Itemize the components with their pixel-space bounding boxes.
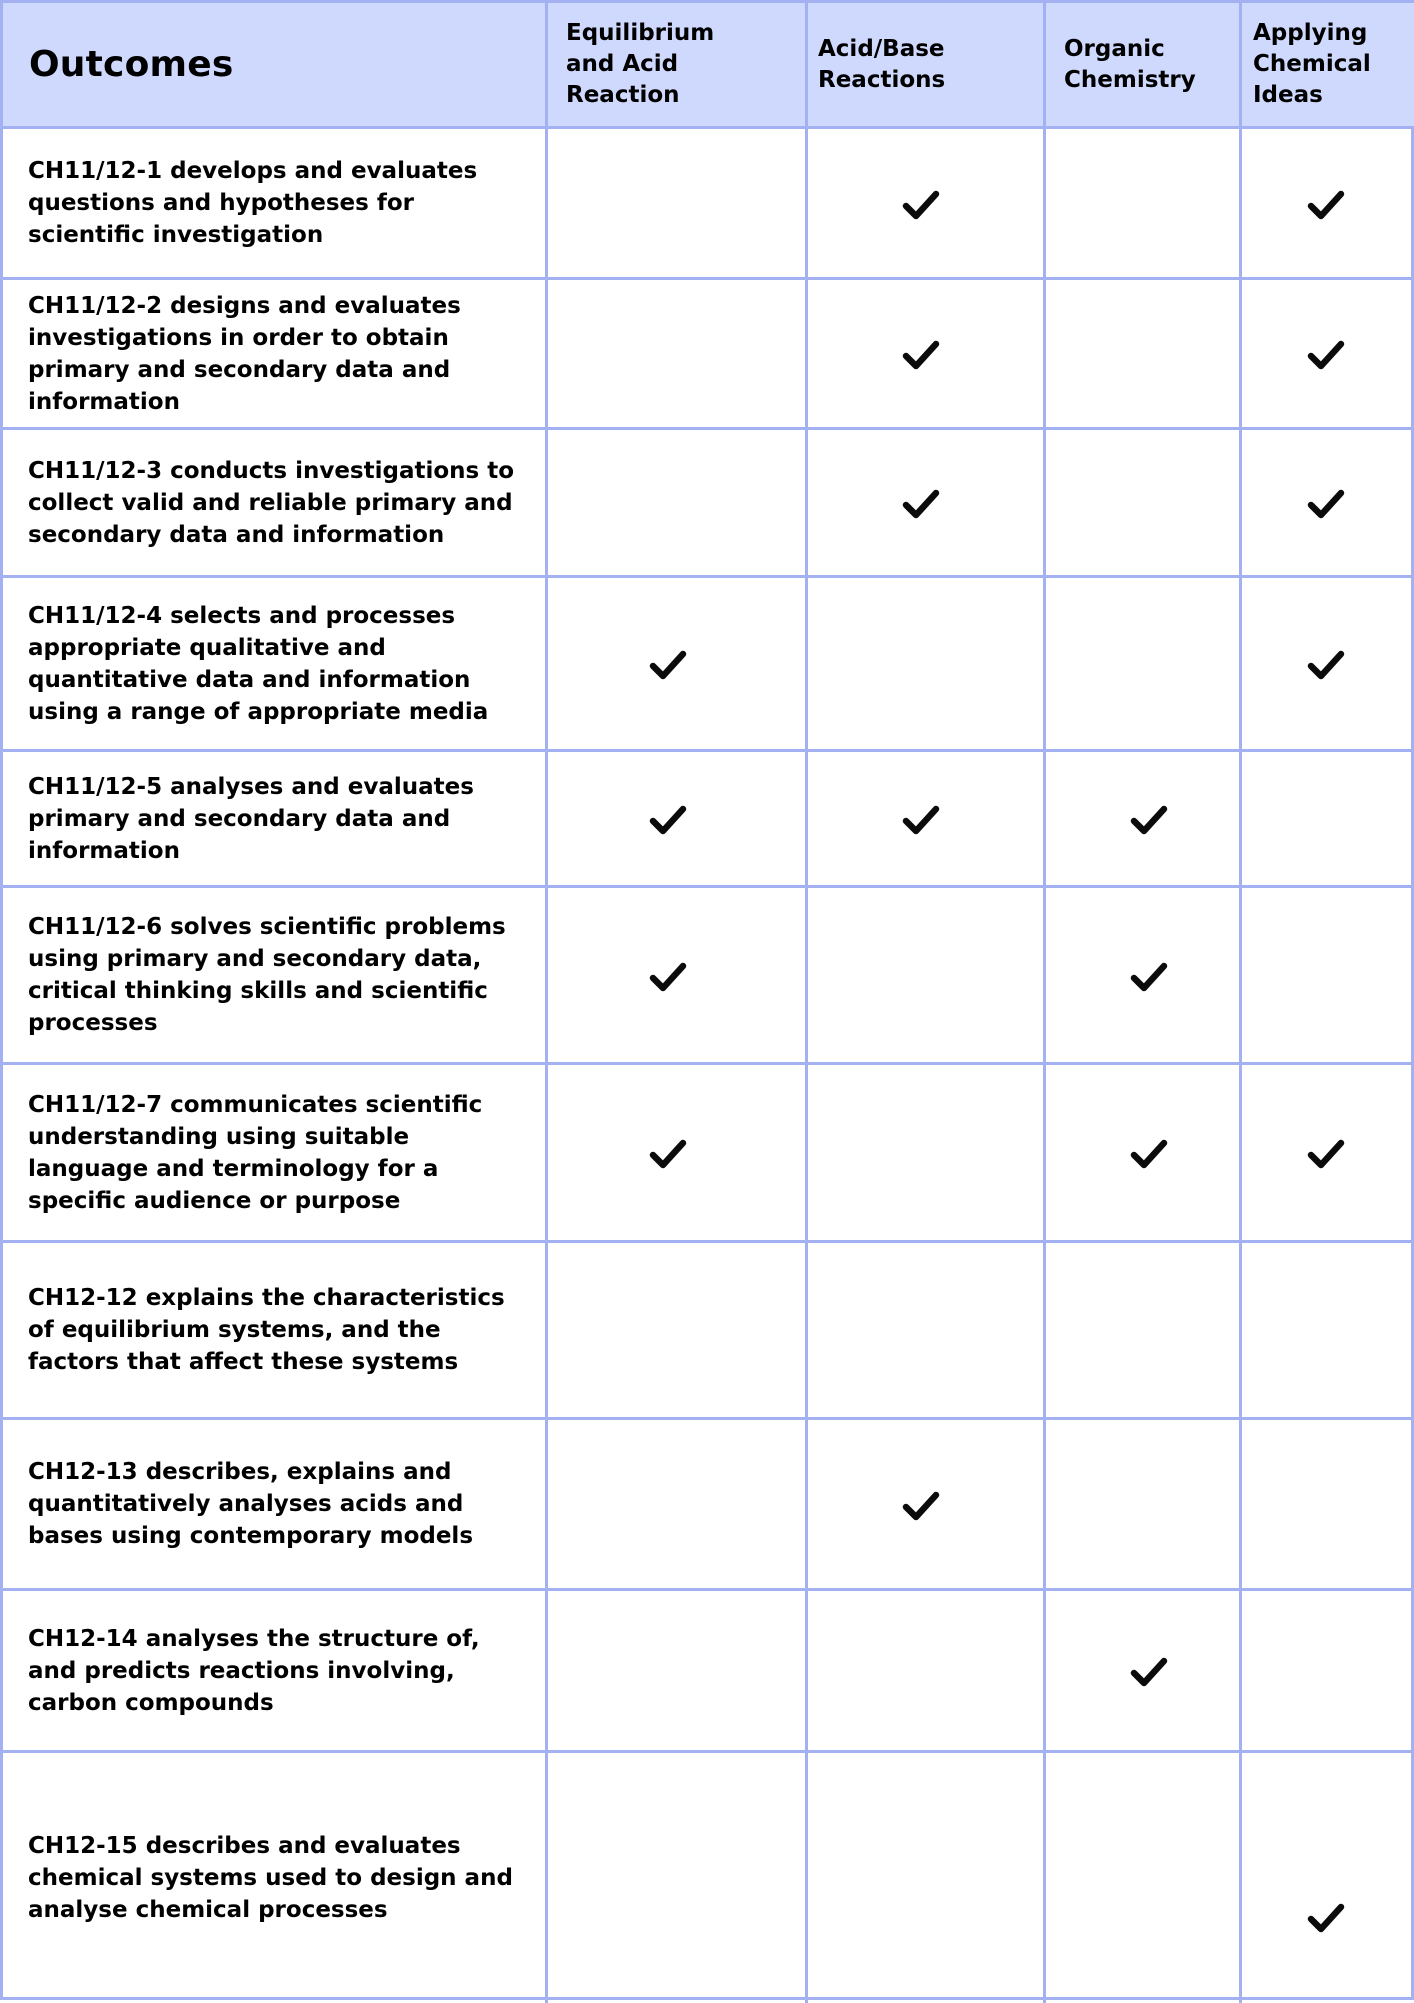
check-cell: [1046, 1420, 1242, 1591]
check-cell: [1046, 1753, 1242, 2003]
checkmark-icon: [1307, 1902, 1345, 1934]
outcome-cell: [3, 888, 548, 1065]
check-cell: [1046, 1243, 1242, 1420]
check-cell: [808, 888, 1046, 1065]
outcome-cell: [3, 129, 548, 280]
check-cell: [1242, 1243, 1414, 1420]
checkmark-icon: [649, 961, 687, 993]
check-cell: [548, 1753, 808, 2003]
column-header-label: Acid/Base Reactions: [818, 35, 946, 93]
check-cell: [1046, 430, 1242, 578]
check-cell: [548, 888, 808, 1065]
outcome-text: CH11/12-7 communicates scientific understanding using suitable language and terminology for a specific audience or purpose: [28, 1091, 483, 1214]
outcome-text: CH12-15 describes and evaluates chemical systems used to design and analyse chemical processes: [28, 1833, 513, 1923]
check-cell: [548, 129, 808, 280]
outcome-text: CH12-12 explains the characteristics of equilibrium systems, and the factors that affect these systems: [28, 1285, 505, 1375]
checkmark-icon: [902, 488, 940, 520]
check-cell: [1046, 888, 1242, 1065]
column-header-acid-base: [808, 3, 1046, 129]
check-cell: [808, 1065, 1046, 1243]
check-cell: [1046, 578, 1242, 752]
outcome-text: CH11/12-6 solves scientific problems using primary and secondary data, critical thinking skills and scientific processes: [28, 914, 506, 1036]
column-header-organic: [1046, 3, 1242, 129]
outcome-cell: [3, 430, 548, 578]
outcome-cell: [3, 1065, 548, 1243]
checkmark-icon: [649, 1138, 687, 1170]
check-cell: [548, 430, 808, 578]
check-cell: [1242, 578, 1414, 752]
check-cell: [1242, 1065, 1414, 1243]
check-cell: [548, 1065, 808, 1243]
outcome-text: CH11/12-4 selects and processes appropriate qualitative and quantitative data and information using a range of appropriate media: [28, 602, 489, 725]
checkmark-icon: [1307, 649, 1345, 681]
check-cell: [1046, 280, 1242, 430]
checkmark-icon: [1307, 1138, 1345, 1170]
check-cell: [808, 1243, 1046, 1420]
check-cell: [1046, 1065, 1242, 1243]
outcome-cell: [3, 1420, 548, 1591]
check-cell: [1242, 1420, 1414, 1591]
check-cell: [808, 1420, 1046, 1591]
outcome-text: CH11/12-1 develops and evaluates questions and hypotheses for scientific investigation: [28, 158, 478, 248]
outcome-cell: [3, 578, 548, 752]
checkmark-icon: [1307, 189, 1345, 221]
outcome-cell: [3, 1753, 548, 2003]
check-cell: [1242, 1753, 1414, 2003]
checkmark-icon: [1130, 804, 1168, 836]
check-cell: [548, 578, 808, 752]
check-cell: [808, 752, 1046, 888]
outcome-cell: [3, 752, 548, 888]
checkmark-icon: [649, 649, 687, 681]
check-cell: [808, 129, 1046, 280]
outcome-cell: [3, 1243, 548, 1420]
column-header-label: Equilibrium and Acid Reaction: [566, 20, 715, 108]
check-cell: [1242, 430, 1414, 578]
outcomes-header: [3, 3, 548, 129]
check-cell: [1046, 129, 1242, 280]
checkmark-icon: [1130, 1138, 1168, 1170]
checkmark-icon: [1307, 339, 1345, 371]
check-cell: [548, 1591, 808, 1753]
check-cell: [1046, 752, 1242, 888]
check-cell: [1242, 129, 1414, 280]
check-cell: [808, 280, 1046, 430]
check-cell: [1242, 888, 1414, 1065]
checkmark-icon: [902, 804, 940, 836]
outcome-text: CH12-13 describes, explains and quantitatively analyses acids and bases using contemporary models: [28, 1459, 474, 1549]
outcome-text: CH11/12-5 analyses and evaluates primary and secondary data and information: [28, 773, 474, 864]
column-header-applying: [1242, 3, 1414, 129]
check-cell: [548, 1420, 808, 1591]
check-cell: [1242, 280, 1414, 430]
checkmark-icon: [902, 189, 940, 221]
checkmark-icon: [1130, 1656, 1168, 1688]
check-cell: [808, 1591, 1046, 1753]
check-cell: [808, 430, 1046, 578]
check-cell: [548, 752, 808, 888]
column-header-equilibrium: [548, 3, 808, 129]
check-cell: [548, 280, 808, 430]
check-cell: [808, 1753, 1046, 2003]
outcomes-header-label: Outcomes: [29, 44, 234, 85]
checkmark-icon: [1130, 961, 1168, 993]
check-cell: [548, 1243, 808, 1420]
check-cell: [808, 578, 1046, 752]
column-header-label: Organic Chemistry: [1064, 35, 1196, 93]
outcome-cell: [3, 1591, 548, 1753]
column-header-label: Applying Chemical Ideas: [1253, 20, 1371, 108]
checkmark-icon: [902, 1490, 940, 1522]
check-cell: [1242, 1591, 1414, 1753]
outcome-cell: [3, 280, 548, 430]
outcome-text: CH11/12-3 conducts investigations to collect valid and reliable primary and secondary data and information: [28, 457, 515, 548]
checkmark-icon: [902, 339, 940, 371]
check-cell: [1242, 752, 1414, 888]
check-cell: [1046, 1591, 1242, 1753]
outcome-text: CH11/12-2 designs and evaluates investigations in order to obtain primary and secondary data and information: [28, 292, 461, 415]
checkmark-icon: [649, 804, 687, 836]
outcome-text: CH12-14 analyses the structure of, and predicts reactions involving, carbon compounds: [28, 1625, 480, 1716]
checkmark-icon: [1307, 488, 1345, 520]
